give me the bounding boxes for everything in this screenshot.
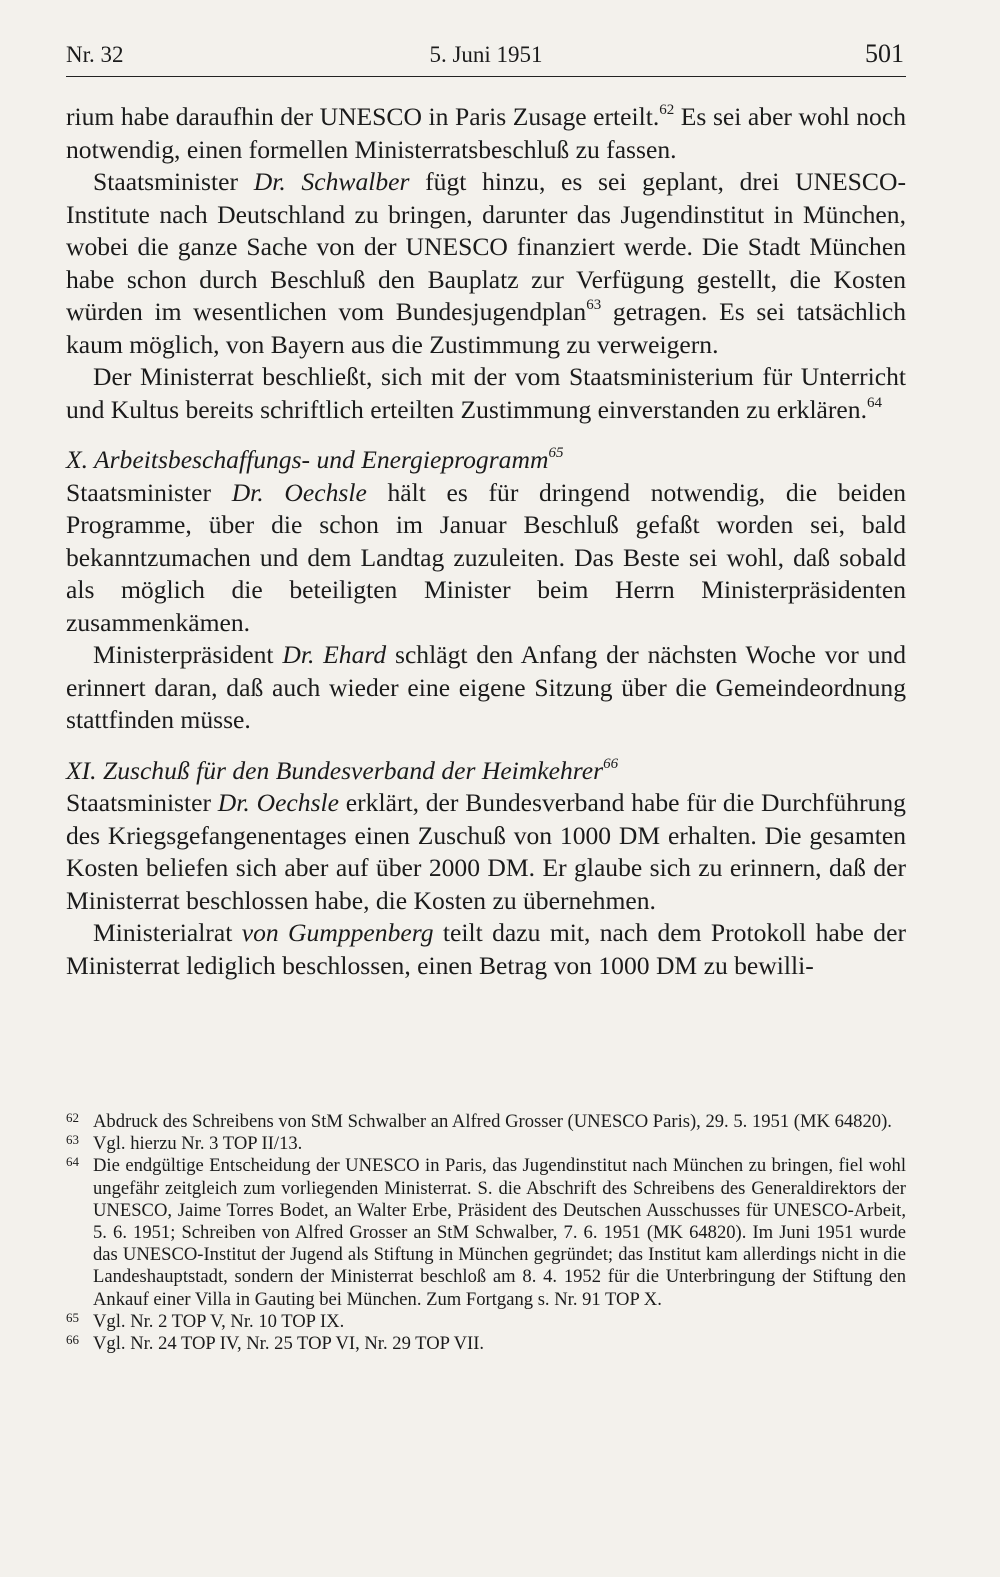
paragraph-4 — [66, 477, 906, 640]
heading-x-text: X. Arbeitsbeschaffungs- und Energieprogramm — [66, 445, 549, 474]
p6-prefix: Staatsminister — [66, 788, 218, 817]
p6-text: erklärt, der Bundesverband habe für die Durchführung des Kriegsgefangenentages einen Zuschuß von 1000 DM erhalten. Die gesamten Kosten beliefen sich aber auf über 2000 DM. Er glaube sich zu erinnern, daß der Ministerrat beschlossen habe, die Kosten zu übernehmen. — [66, 788, 906, 915]
paragraph-3 — [66, 361, 906, 426]
footnote-number: 66 — [66, 1332, 79, 1348]
p4-prefix: Staatsminister — [66, 477, 232, 507]
footnote-ref-65[interactable]: 65 — [548, 445, 564, 461]
speaker-name: Dr. Oechsle — [217, 788, 340, 817]
p1-text-after: Es sei aber wohl noch notwendig, einen formellen Ministerratsbeschluß zu fassen. — [66, 102, 906, 164]
header-date: 5. Juni 1951 — [429, 42, 543, 67]
paragraph-6 — [66, 787, 906, 917]
paragraph-1 — [66, 101, 906, 166]
footnote-text: Abdruck des Schreibens von StM Schwalber an Alfred Grosser (UNESCO Paris), 29. 5. 1951 (MK 64820). — [93, 1111, 892, 1132]
footnote-ref-66[interactable]: 66 — [603, 755, 619, 772]
p3-text: Der Ministerrat beschließt, sich mit der vom Staatsministerium für Unterricht und Kultus bereits schriftlich erteilten Zustimmung einverstanden zu erklären. — [66, 362, 906, 424]
page — [66, 36, 906, 982]
footnote-ref-64[interactable]: 64 — [867, 394, 882, 411]
footnote-number: 62 — [66, 1110, 79, 1125]
footnote-text: Vgl. hierzu Nr. 3 TOP II/13. — [93, 1133, 303, 1155]
p5-text: schlägt den Anfang der nächsten Woche vor und erinnert daran, daß auch wieder eine eigene Sitzung über die Gemeindeordnung stattfinden müsse. — [66, 640, 907, 734]
paragraph-7 — [66, 917, 906, 982]
footnote-66 — [66, 1333, 906, 1355]
p5-prefix: Ministerpräsident — [93, 640, 283, 669]
p1-text: rium habe daraufhin der UNESCO in Paris Zusage erteilt. — [66, 102, 660, 131]
p7-prefix: Ministerialrat — [93, 918, 242, 947]
footnote-65 — [66, 1311, 906, 1333]
speaker-name: Dr. Schwalber — [253, 167, 410, 196]
footnote-text: Die endgültige Entscheidung der UNESCO in Paris, das Jugendinstitut nach München zu bringen, fiel wohl ungefähr zeitgleich zum vorliegenden Ministerrat. S. die Abschrift des Schreibens des Generaldirektors der UNESCO, Jaime Torres Bodet, an Walter Erbe, Präsident des Deutschen Ausschusses für UNESCO-Arbeit, 5. 6. 1951; Schreiben von Alfred Grosser an StM Schwalber, 7. 6. 1951 (MK 64820). Im Juni 1951 wurde das UNESCO-Institut der Jugend als Stiftung in München gegründet; das Institut kam allerdings nicht in die Landeshauptstadt, sondern der Ministerrat beschloß am 8. 4. 1952 für die Unterbringung der Stiftung den Ankauf einer Villa in Gauting bei München. Zum Fortgang s. Nr. 91 TOP X. — [93, 1155, 906, 1310]
speaker-name: Dr. Ehard — [282, 640, 387, 669]
footnote-text: Vgl. Nr. 2 TOP V, Nr. 10 TOP IX. — [93, 1310, 345, 1332]
footnote-number: 63 — [66, 1132, 79, 1148]
footnote-text: Vgl. Nr. 24 TOP IV, Nr. 25 TOP VI, Nr. 29 TOP VII. — [93, 1333, 485, 1355]
footnote-64 — [66, 1155, 906, 1310]
section-heading-xi — [66, 755, 906, 788]
p7-text: teilt dazu mit, nach dem Protokoll habe der Ministerrat lediglich beschlossen, einen Betrag von 1000 DM zu bewilli- — [66, 918, 906, 980]
p4-text: hält es für dringend notwendig, die beiden Programme, über die schon im Januar Beschluß gefaßt worden sei, bald bekanntzumachen und dem Landtag zuzuleiten. Das Beste sei wohl, daß sobald als möglich die beteiligten Minister beim Herrn Ministerpräsidenten zusammenkämen. — [66, 477, 906, 637]
footnote-63 — [66, 1133, 906, 1155]
p2-text-a: fügt hinzu, es sei geplant, drei UNESCO-Institute nach Deutschland zu bringen, darunter das Jugendinstitut in München, wobei die ganze Sache von der UNESCO finanziert werde. Die Stadt München habe schon durch Beschluß den Bauplatz zur Verfügung gestellt, die Kosten würden im wesentlichen vom Bundesjugendplan — [66, 167, 906, 326]
paragraph-5 — [66, 639, 906, 737]
running-head — [66, 36, 906, 77]
header-left: Nr. 32 — [66, 42, 124, 67]
footnote-62 — [66, 1111, 906, 1133]
p2-prefix: Staatsminister — [93, 167, 254, 196]
footnote-number: 65 — [66, 1309, 79, 1325]
footnote-ref-63[interactable]: 63 — [586, 297, 602, 313]
body-text — [66, 101, 906, 982]
speaker-name: Dr. Oechsle — [231, 477, 367, 507]
section-heading-x — [66, 444, 906, 477]
paragraph-2 — [66, 166, 906, 361]
footnotes — [66, 1111, 906, 1355]
p2-text-b: getragen. Es sei tatsächlich kaum möglich, von Bayern aus die Zustimmung zu verweigern. — [66, 297, 907, 359]
footnote-number: 64 — [66, 1154, 79, 1170]
speaker-name: von Gumppenberg — [241, 918, 434, 947]
page-number: 501 — [865, 39, 904, 68]
heading-xi-text: XI. Zuschuß für den Bundesverband der Heimkehrer — [66, 755, 604, 785]
footnote-ref-62[interactable]: 62 — [659, 102, 675, 118]
